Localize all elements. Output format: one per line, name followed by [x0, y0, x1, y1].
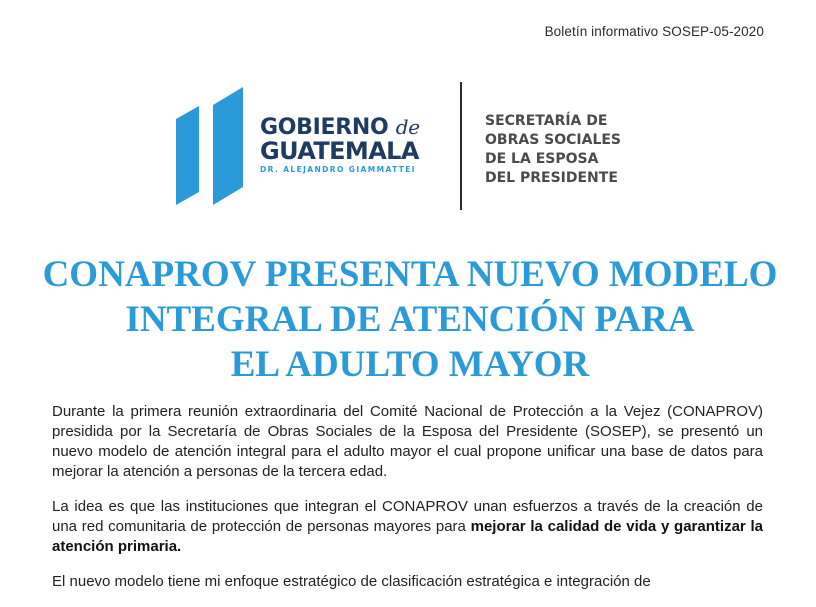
sosep-line: OBRAS SOCIALES: [485, 132, 622, 148]
sosep-line: DEL PRESIDENTE: [485, 170, 618, 186]
gov-line1-main: GOBIERNO: [260, 115, 389, 140]
sosep-wordmark: [485, 112, 621, 188]
paragraph-2: [52, 497, 763, 557]
paragraph-2-bold: mejorar la calidad de vida y garantizar la atención primaria.: [52, 518, 763, 555]
gov-line1-de: de: [395, 115, 420, 139]
paragraph-1: Durante la primera reunión extraordinaria del Comité Nacional de Protección a la Vejez (CONAPROV) presidida por la Secretaría de Obras Sociales de la Esposa del Presidente (SOSEP), se presentó un nuevo modelo de atención integral para el adulto mayor el cual propone unificar una base de datos para mejorar la atención a personas de la tercera edad.: [52, 403, 763, 480]
gov-line1: [260, 116, 450, 139]
header-logo: [176, 82, 656, 212]
article-body: [52, 402, 763, 607]
emblem-bar-left: [176, 106, 199, 205]
gobierno-de-guatemala-wordmark: [260, 116, 450, 174]
emblem-bar-right: [213, 87, 243, 205]
headline-line: CONAPROV PRESENTA NUEVO MODELO: [42, 254, 778, 295]
bulletin-code: Boletín informativo SOSEP-05-2020: [544, 24, 764, 39]
guatemala-emblem-icon: [176, 87, 246, 205]
logo-divider: [460, 82, 462, 210]
headline: [30, 252, 790, 387]
gov-line2: GUATEMALA: [260, 137, 419, 165]
headline-line: INTEGRAL DE ATENCIÓN PARA: [125, 299, 695, 340]
paragraph-2-text: La idea es que las instituciones que integran el CONAPROV unan esfuerzos a través de la creación de una red comunitaria de protección de personas mayores para: [52, 498, 763, 535]
gov-line3: DR. ALEJANDRO GIAMMATTEI: [260, 165, 416, 174]
paragraph-3: El nuevo modelo tiene mi enfoque estratégico de clasificación estratégica e integración de: [52, 573, 651, 590]
sosep-line: SECRETARÍA DE: [485, 113, 608, 129]
sosep-line: DE LA ESPOSA: [485, 151, 599, 167]
headline-line: EL ADULTO MAYOR: [230, 344, 590, 385]
